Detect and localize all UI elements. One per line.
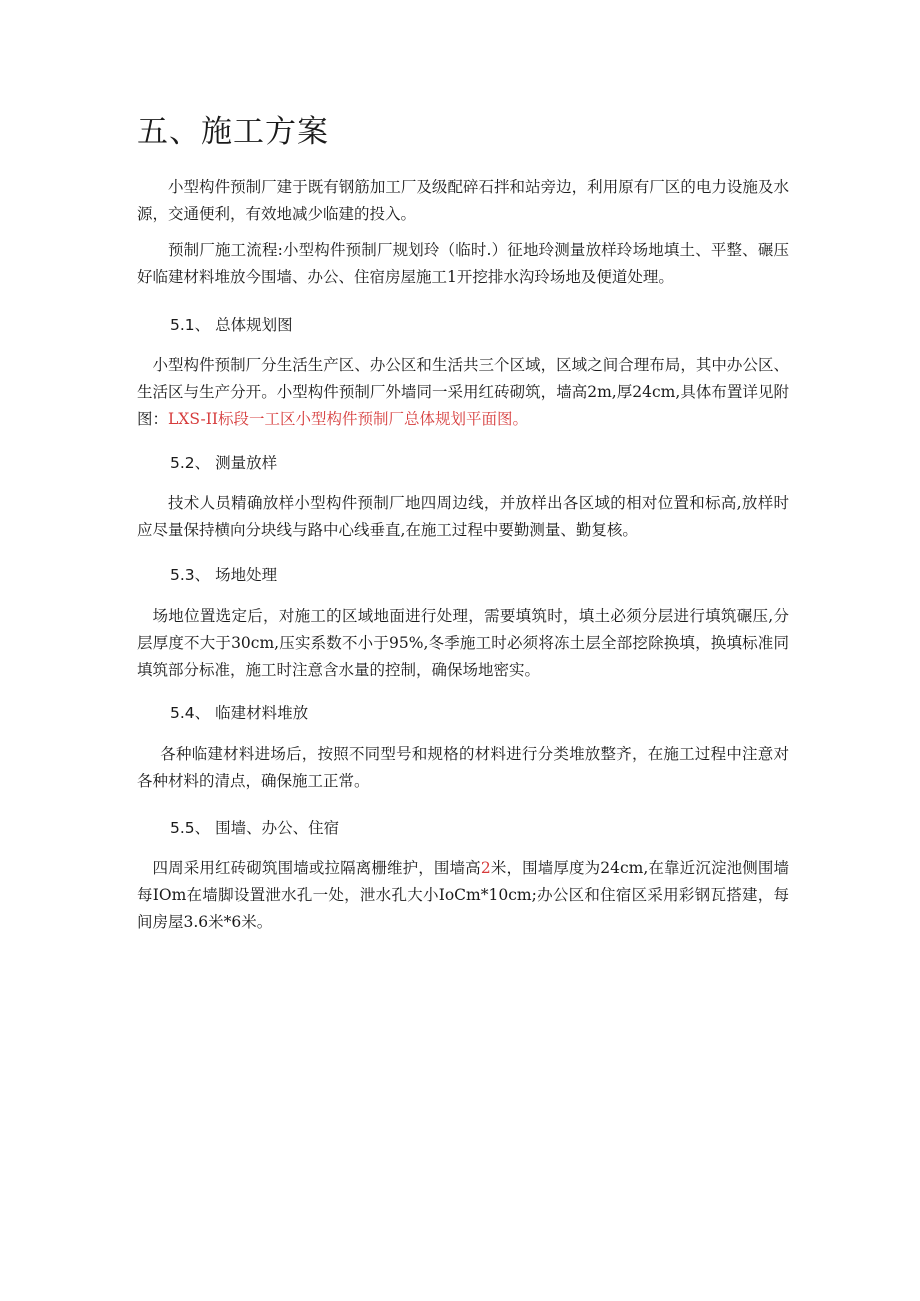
section-body-5-2: 技术人员精确放样小型构件预制厂地四周边线，并放样出各区域的相对位置和标高,放样时应尽量保持横向分块线与路中心线垂直,在施工过程中要勤测量、勤复核。 [137, 494, 789, 539]
section-body-5-1 [137, 352, 789, 433]
page-title: 五、施工方案 [137, 114, 329, 150]
attachment-reference: LXS-II标段一工区小型构件预制厂总体规划平面图。 [168, 410, 529, 428]
section-body-5-4: 各种临建材料进场后，按照不同型号和规格的材料进行分类堆放整齐，在施工过程中注意对各种材料的清点，确保施工正常。 [137, 745, 789, 790]
wall-height-value: 2 [480, 859, 491, 877]
intro-paragraph-2: 预制厂施工流程:小型构件预制厂规划玲（临时.）征地玲测量放样玲场地填土、平整、碾压好临建材料堆放今围墙、办公、住宿房屋施工1开挖排水沟玲场地及便道处理。 [137, 241, 789, 286]
section-body-5-3: 场地位置选定后，对施工的区域地面进行处理，需要填筑时，填土必须分层进行填筑碾压,分层厚度不大于30cm,压实系数不小于95%,冬季施工时必须将冻土层全部挖除换填，换填标准同填筑部分标准，施工时注意含水量的控制，确保场地密实。 [137, 607, 789, 679]
section-body-5-5-text-b: 米，围墙厚度为24cm,在靠近沉淀池侧围墙每IOm在墙脚设置泄水孔一处，泄水孔大小IoCm*10cm;办公区和住宿区采用彩钢瓦搭建，每间房屋3.6米*6米。 [137, 859, 789, 931]
section-heading-5-4: 5.4、 临建材料堆放 [170, 704, 309, 722]
section-body-5-1-text: 小型构件预制厂分生活生产区、办公区和生活共三个区域，区域之间合理布局，其中办公区、生活区与生产分开。小型构件预制厂外墙同一采用红砖砌筑，墙高2m,厚24cm,具体布置详见附图： [137, 356, 789, 428]
section-body-5-5-text-a: 四周采用红砖砌筑围墙或拉隔离栅维护，围墙高 [152, 859, 481, 877]
section-heading-5-3: 5.3、 场地处理 [170, 566, 278, 584]
section-heading-5-1: 5.1、 总体规划图 [170, 316, 293, 334]
intro-paragraph-1: 小型构件预制厂建于既有钢筋加工厂及级配碎石拌和站旁边，利用原有厂区的电力设施及水源，交通便利，有效地减少临建的投入。 [137, 178, 789, 223]
section-body-5-5 [137, 855, 789, 936]
section-heading-5-2: 5.2、 测量放样 [170, 454, 278, 472]
section-heading-5-5: 5.5、 围墙、办公、住宿 [170, 819, 340, 837]
